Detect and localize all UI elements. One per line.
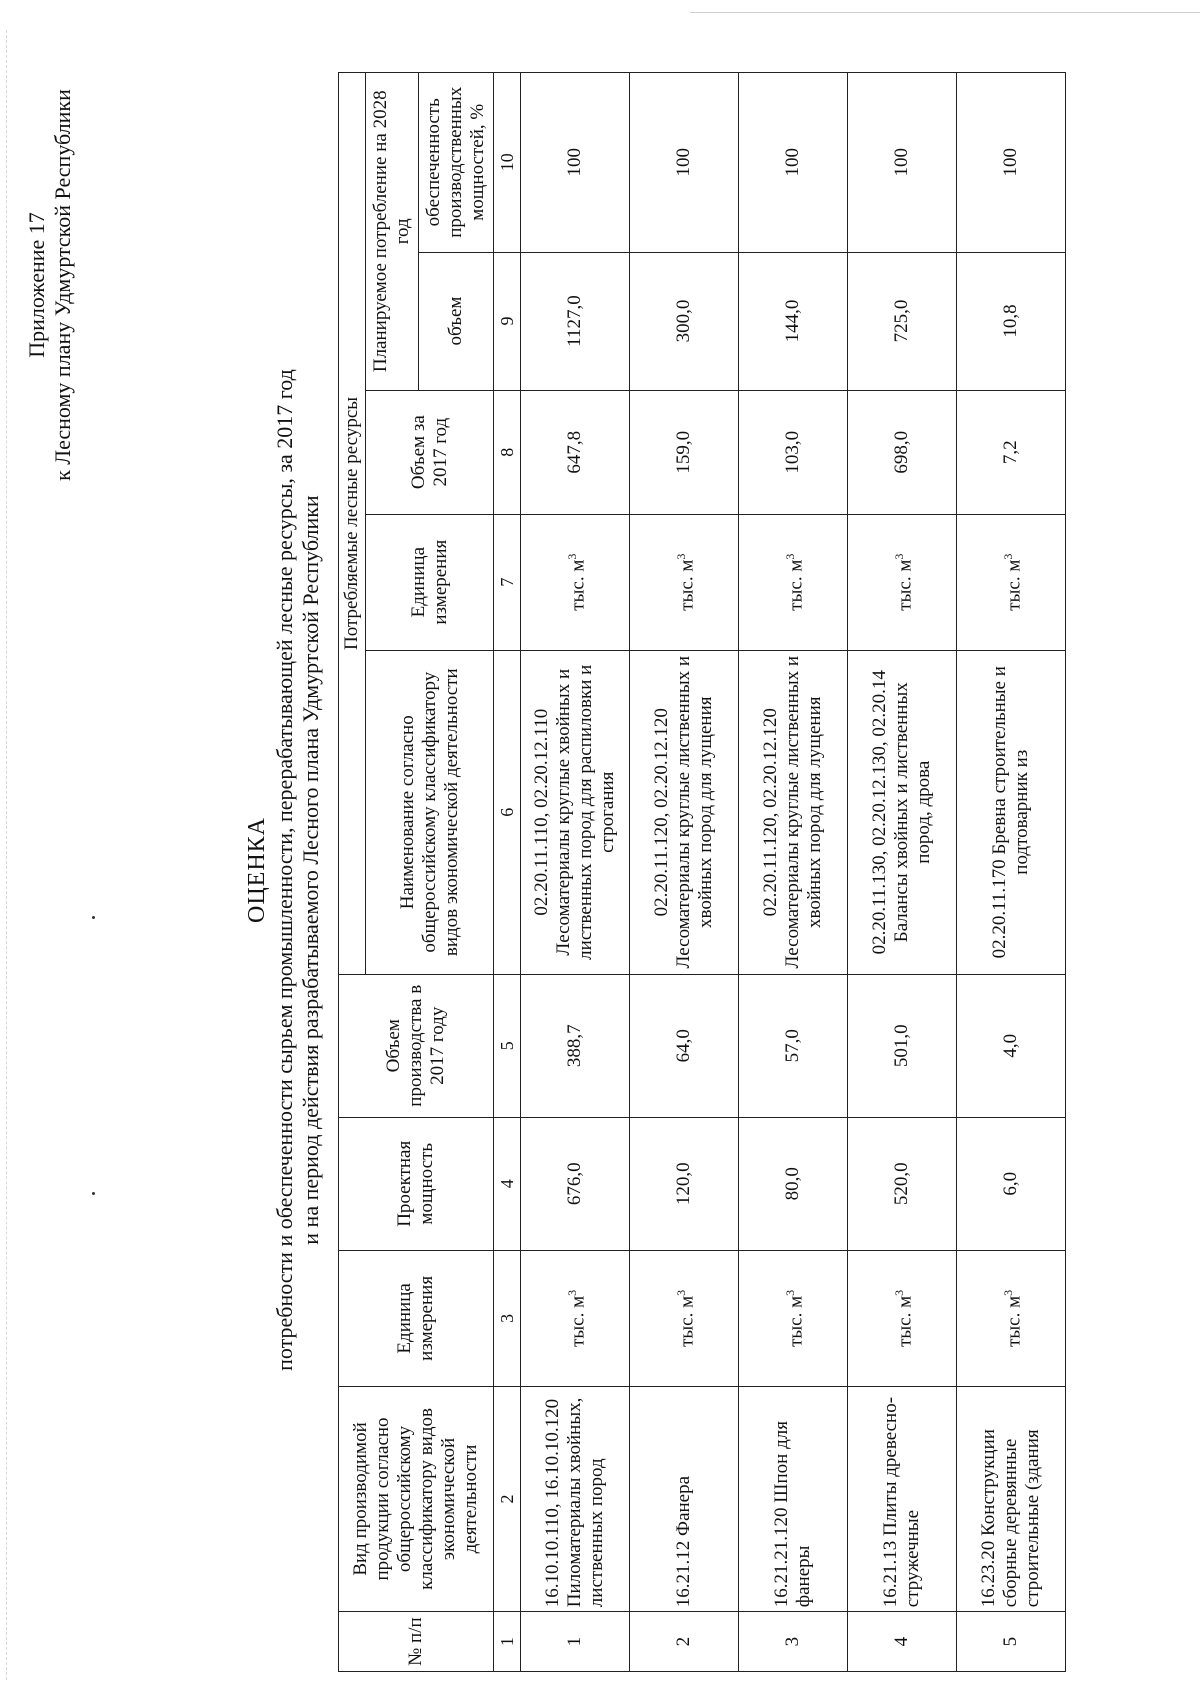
header-res-unit: Единица измерения bbox=[366, 514, 494, 650]
title-heading: ОЦЕНКА bbox=[244, 817, 270, 923]
row-res-volume: 7,2 bbox=[957, 390, 1066, 514]
row-res-volume: 103,0 bbox=[739, 390, 848, 514]
table-row bbox=[739, 73, 848, 1672]
header-consumed-group: Потребляемые лесные ресурсы bbox=[339, 73, 366, 975]
row-planned-supply: 100 bbox=[630, 73, 739, 253]
column-number: 2 bbox=[494, 1386, 521, 1611]
table-row bbox=[630, 73, 739, 1672]
row-product: 16.10.10.110, 16.10.10.120 Пиломатериалы хвойных, лиственных пород bbox=[521, 1386, 630, 1611]
column-number: 5 bbox=[494, 974, 521, 1117]
row-capacity: 80,0 bbox=[739, 1117, 848, 1250]
row-planned-supply: 100 bbox=[521, 73, 630, 253]
annex-note bbox=[24, 50, 76, 520]
row-unit: тыс. $м^3$ bbox=[739, 1251, 848, 1387]
row-res-volume: 159,0 bbox=[630, 390, 739, 514]
row-product: 16.21.13 Плиты древесно-стружечные bbox=[848, 1386, 957, 1611]
row-unit: тыс. $м^3$ bbox=[521, 1251, 630, 1387]
table-row bbox=[848, 73, 957, 1672]
header-planned-group: Планируемое потребление на 2028 год bbox=[366, 73, 419, 391]
row-res-unit: тыс. $м^3$ bbox=[848, 514, 957, 650]
annex-line-1: Приложение 17 bbox=[24, 212, 49, 358]
row-res-name: 02.20.11.170 Бревна строительные и подтоварник из bbox=[957, 650, 1066, 974]
row-res-name: 02.20.11.120, 02.20.12.120 Лесоматериалы круглые лиственных и хвойных пород для лущения bbox=[630, 650, 739, 974]
column-number: 10 bbox=[494, 73, 521, 253]
row-product: 16.21.12 Фанера bbox=[630, 1386, 739, 1611]
row-num: 5 bbox=[957, 1612, 1066, 1672]
row-volume-2017: 57,0 bbox=[739, 974, 848, 1117]
title-line-1: потребности и обеспеченности сырьем промышленности, перерабатывающей лесные ресурсы, за 2017 год bbox=[272, 369, 297, 1371]
row-planned-volume: 300,0 bbox=[630, 252, 739, 390]
row-unit: тыс. $м^3$ bbox=[957, 1251, 1066, 1387]
scan-edge-left bbox=[0, 30, 7, 1680]
column-number: 6 bbox=[494, 650, 521, 974]
row-num: 1 bbox=[521, 1612, 630, 1672]
row-planned-volume: 725,0 bbox=[848, 252, 957, 390]
row-planned-volume: 10,8 bbox=[957, 252, 1066, 390]
rotated-page bbox=[20, 50, 1160, 1690]
row-res-unit: тыс. $м^3$ bbox=[630, 514, 739, 650]
row-capacity: 520,0 bbox=[848, 1117, 957, 1250]
column-number: 7 bbox=[494, 514, 521, 650]
row-volume-2017: 501,0 bbox=[848, 974, 957, 1117]
column-number: 9 bbox=[494, 252, 521, 390]
row-product: 16.21.21.120 Шпон для фанеры bbox=[739, 1386, 848, 1611]
header-num: № п/п bbox=[339, 1612, 494, 1672]
column-number: 8 bbox=[494, 390, 521, 514]
row-res-unit: тыс. $м^3$ bbox=[957, 514, 1066, 650]
header-planned-supply: обеспеченность производственных мощностей, % bbox=[419, 73, 494, 253]
header-unit: Единица измерения bbox=[339, 1251, 494, 1387]
header-res-name: Наименование согласно общероссийскому классификатору видов экономической деятельности bbox=[366, 650, 494, 974]
column-number: 4 bbox=[494, 1117, 521, 1250]
row-planned-supply: 100 bbox=[848, 73, 957, 253]
row-planned-volume: 1127,0 bbox=[521, 252, 630, 390]
row-num: 3 bbox=[739, 1612, 848, 1672]
row-capacity: 6,0 bbox=[957, 1117, 1066, 1250]
scan-edge-top bbox=[690, 0, 1200, 13]
row-num: 2 bbox=[630, 1612, 739, 1672]
row-unit: тыс. $м^3$ bbox=[848, 1251, 957, 1387]
row-capacity: 120,0 bbox=[630, 1117, 739, 1250]
header-capacity: Проектная мощность bbox=[339, 1117, 494, 1250]
row-res-name: 02.20.11.120, 02.20.12.120 Лесоматериалы круглые лиственных и хвойных пород для лущения bbox=[739, 650, 848, 974]
column-number: 3 bbox=[494, 1251, 521, 1387]
header-res-volume: Объем за 2017 год bbox=[366, 390, 494, 514]
row-unit: тыс. $м^3$ bbox=[630, 1251, 739, 1387]
title-line-2: и на период действия разрабатываемого Лесного плана Удмуртской Республики bbox=[298, 495, 323, 1245]
row-planned-supply: 100 bbox=[957, 73, 1066, 253]
row-res-name: 02.20.11.130, 02.20.12.130, 02.20.14 Балансы хвойных и лиственных пород, дрова bbox=[848, 650, 957, 974]
row-res-volume: 698,0 bbox=[848, 390, 957, 514]
row-res-unit: тыс. $м^3$ bbox=[739, 514, 848, 650]
header-row-1 bbox=[339, 73, 366, 1672]
row-res-volume: 647,8 bbox=[521, 390, 630, 514]
header-product: Вид производимой продукции согласно общероссийскому классификатору видов экономической деятельности bbox=[339, 1386, 494, 1611]
row-res-name: 02.20.11.110, 02.20.12.110 Лесоматериалы круглые хвойных и лиственных пород для распиловки и строгания bbox=[521, 650, 630, 974]
table-row bbox=[521, 73, 630, 1672]
row-res-unit: тыс. $м^3$ bbox=[521, 514, 630, 650]
row-num: 4 bbox=[848, 1612, 957, 1672]
header-volume-2017: Объем производства в 2017 году bbox=[339, 974, 494, 1117]
assessment-table bbox=[338, 72, 1066, 1672]
row-volume-2017: 64,0 bbox=[630, 974, 739, 1117]
table-row bbox=[957, 73, 1066, 1672]
row-product: 16.23.20 Конструкции сборные деревянные строительные (здания bbox=[957, 1386, 1066, 1611]
row-volume-2017: 388,7 bbox=[521, 974, 630, 1117]
document-title bbox=[242, 90, 324, 1650]
row-capacity: 676,0 bbox=[521, 1117, 630, 1250]
annex-line-2: к Лесному плану Удмуртской Республики bbox=[50, 89, 75, 481]
row-volume-2017: 4,0 bbox=[957, 974, 1066, 1117]
row-planned-supply: 100 bbox=[739, 73, 848, 253]
row-planned-volume: 144,0 bbox=[739, 252, 848, 390]
column-number: 1 bbox=[494, 1612, 521, 1672]
column-number-row bbox=[494, 73, 521, 1672]
header-planned-volume: объем bbox=[419, 252, 494, 390]
